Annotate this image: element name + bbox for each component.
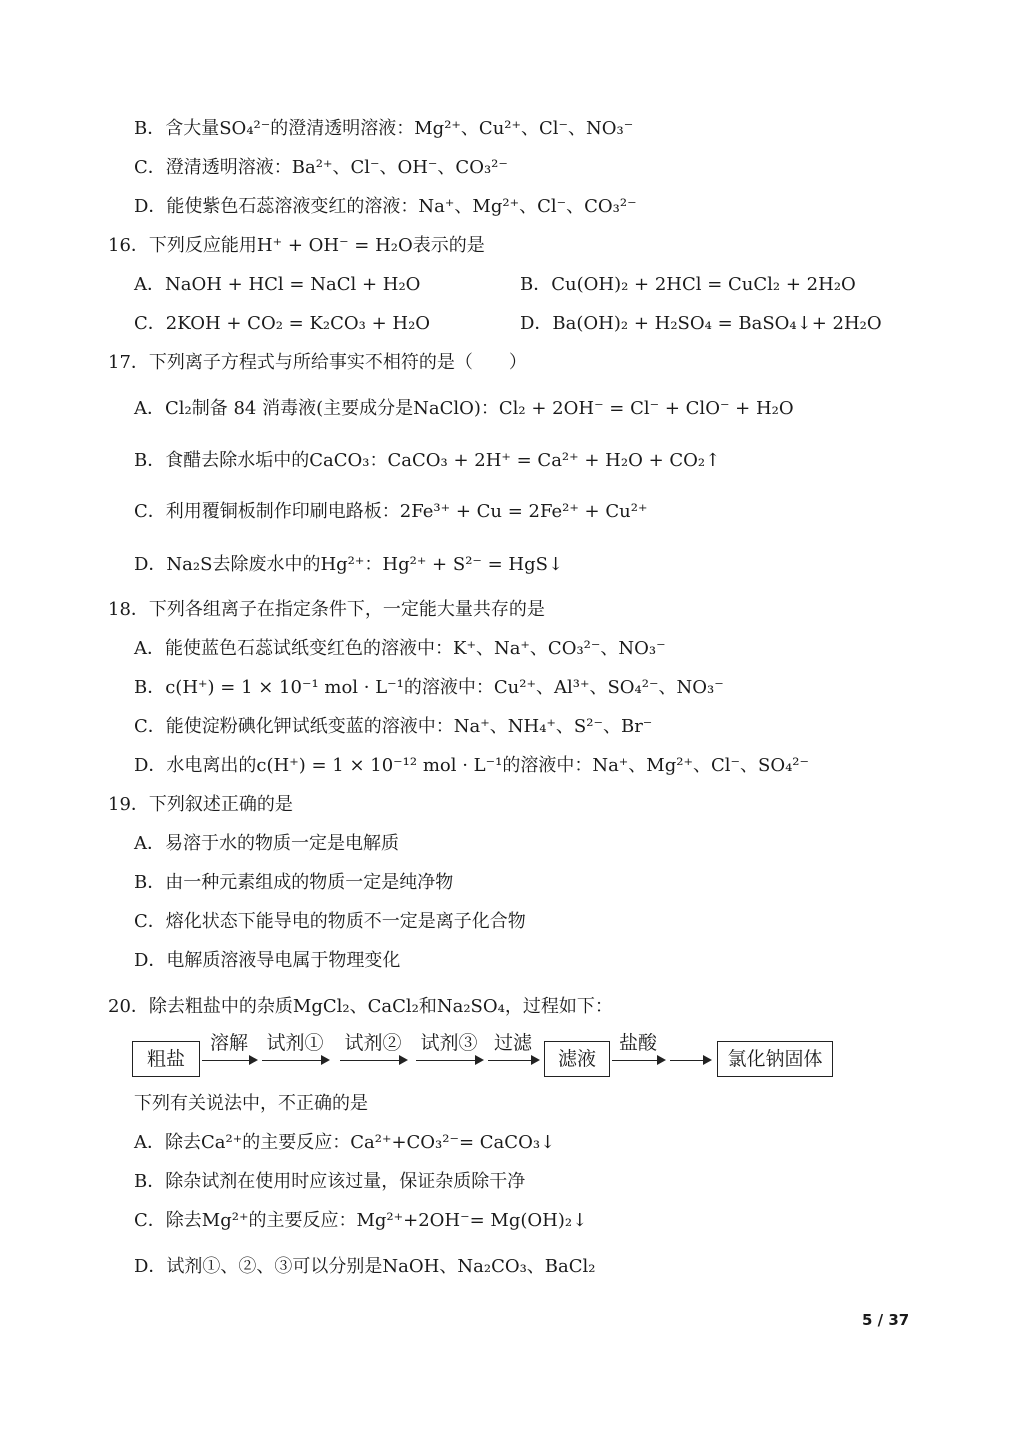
q16-option-d: D．Ba(OH)₂ + H₂SO₄ = BaSO₄↓+ 2H₂O bbox=[520, 313, 882, 334]
q20-option-b: B．除杂试剂在使用时应该过量，保证杂质除干净 bbox=[134, 1171, 526, 1192]
q18-option-b: B．c(H⁺) = 1 × 10⁻¹ mol · L⁻¹的溶液中：Cu²⁺、Al³⁺、SO₄²⁻、NO₃⁻ bbox=[134, 677, 724, 698]
q19-option-b: B．由一种元素组成的物质一定是纯净物 bbox=[134, 872, 454, 893]
arrow-head-icon bbox=[475, 1055, 484, 1065]
flow-arrow-dissolve bbox=[202, 1034, 256, 1064]
flow-label-reagent-1: 试剂① bbox=[266, 1032, 324, 1054]
q19-option-d: D．电解质溶液导电属于物理变化 bbox=[134, 950, 401, 971]
q20-option-d: D．试剂①、②、③可以分别是NaOH、Na₂CO₃、BaCl₂ bbox=[134, 1256, 596, 1277]
q17-stem: 17．下列离子方程式与所给事实不相符的是（ ） bbox=[108, 352, 527, 373]
q20-stem: 20．除去粗盐中的杂质MgCl₂、CaCl₂和Na₂SO₄，过程如下： bbox=[108, 996, 613, 1017]
arrow-head-icon bbox=[399, 1055, 408, 1065]
arrow-head-icon bbox=[249, 1055, 258, 1065]
q15-option-b: B．含大量SO₄²⁻的澄清透明溶液：Mg²⁺、Cu²⁺、Cl⁻、NO₃⁻ bbox=[134, 118, 634, 139]
flow-label-reagent-2: 试剂② bbox=[344, 1032, 402, 1054]
q17-option-c: C．利用覆铜板制作印刷电路板：2Fe³⁺ + Cu = 2Fe²⁺ + Cu²⁺ bbox=[134, 501, 648, 522]
process-flow-diagram bbox=[132, 1034, 842, 1084]
q18-stem: 18．下列各组离子在指定条件下，一定能大量共存的是 bbox=[108, 599, 545, 620]
flow-arrow-hcl bbox=[612, 1034, 664, 1064]
q19-option-a: A．易溶于水的物质一定是电解质 bbox=[134, 833, 399, 854]
q15-option-c: C．澄清透明溶液：Ba²⁺、Cl⁻、OH⁻、CO₃²⁻ bbox=[134, 157, 508, 178]
q19-option-c: C．熔化状态下能导电的物质不一定是离子化合物 bbox=[134, 911, 526, 932]
q17-option-d: D．Na₂S去除废水中的Hg²⁺：Hg²⁺ + S²⁻ = HgS↓ bbox=[134, 554, 564, 575]
q17-option-a: A．Cl₂制备 84 消毒液(主要成分是NaClO)：Cl₂ + 2OH⁻ = Cl⁻ + ClO⁻ + H₂O bbox=[134, 398, 794, 419]
q20-option-c: C．除去Mg²⁺的主要反应：Mg²⁺+2OH⁻= Mg(OH)₂↓ bbox=[134, 1210, 588, 1231]
arrow-head-icon bbox=[703, 1055, 712, 1065]
q16-option-a: A．NaOH + HCl = NaCl + H₂O bbox=[134, 274, 421, 295]
q20-option-a: A．除去Ca²⁺的主要反应：Ca²⁺+CO₃²⁻= CaCO₃↓ bbox=[134, 1132, 556, 1153]
page-number: 5 / 37 bbox=[862, 1311, 910, 1329]
flow-arrow-reagent-2 bbox=[340, 1034, 406, 1064]
flow-box-nacl-solid: 氯化钠固体 bbox=[717, 1041, 833, 1077]
flow-box-crude-salt: 粗盐 bbox=[132, 1041, 200, 1077]
flow-arrow-filter bbox=[488, 1034, 538, 1064]
q18-option-a: A．能使蓝色石蕊试纸变红色的溶液中：K⁺、Na⁺、CO₃²⁻、NO₃⁻ bbox=[134, 638, 666, 659]
arrow-head-icon bbox=[531, 1055, 540, 1065]
flow-label-dissolve: 溶解 bbox=[209, 1032, 248, 1054]
q16-stem: 16．下列反应能用H⁺ + OH⁻ = H₂O表示的是 bbox=[108, 235, 485, 256]
flow-arrow-final bbox=[670, 1034, 710, 1064]
flow-box-filtrate: 滤液 bbox=[544, 1041, 610, 1077]
q20-prompt: 下列有关说法中，不正确的是 bbox=[134, 1093, 368, 1114]
q18-option-c: C．能使淀粉碘化钾试纸变蓝的溶液中：Na⁺、NH₄⁺、S²⁻、Br⁻ bbox=[134, 716, 653, 737]
arrow-head-icon bbox=[321, 1055, 330, 1065]
flow-label-filter: 过滤 bbox=[493, 1032, 532, 1054]
q16-option-c: C．2KOH + CO₂ = K₂CO₃ + H₂O bbox=[134, 313, 431, 334]
flow-label-hcl: 盐酸 bbox=[618, 1032, 657, 1054]
q15-option-d: D．能使紫色石蕊溶液变红的溶液：Na⁺、Mg²⁺、Cl⁻、CO₃²⁻ bbox=[134, 196, 637, 217]
flow-arrow-reagent-1 bbox=[262, 1034, 328, 1064]
q19-stem: 19．下列叙述正确的是 bbox=[108, 794, 293, 815]
q18-option-d: D．水电离出的c(H⁺) = 1 × 10⁻¹² mol · L⁻¹的溶液中：Na⁺、Mg²⁺、Cl⁻、SO₄²⁻ bbox=[134, 755, 810, 776]
arrow-head-icon bbox=[657, 1055, 666, 1065]
flow-arrow-reagent-3 bbox=[416, 1034, 482, 1064]
q16-option-b: B．Cu(OH)₂ + 2HCl = CuCl₂ + 2H₂O bbox=[520, 274, 856, 295]
q17-option-b: B．食醋去除水垢中的CaCO₃：CaCO₃ + 2H⁺ = Ca²⁺ + H₂O + CO₂↑ bbox=[134, 450, 721, 471]
flow-label-reagent-3: 试剂③ bbox=[420, 1032, 478, 1054]
